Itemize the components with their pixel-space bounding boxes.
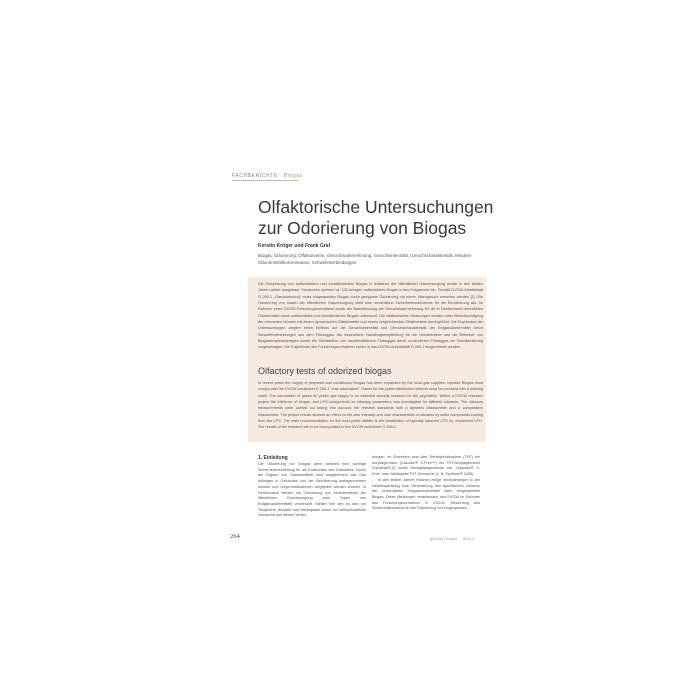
- running-head: [232, 173, 303, 179]
- body-column-left: [258, 455, 366, 519]
- article-title-line-2: zur Odorierung von Biogas: [258, 217, 467, 238]
- footer-issue: 5/2014: [462, 537, 474, 541]
- article-title-line-1: Olfaktorische Untersuchungen: [258, 197, 494, 217]
- article-authors: Kerstin Kröger und Frank Graf: [258, 243, 331, 249]
- abstract-german: Die Einspeisung von aufbereitetem und konditioniertem Biogas in leitebene der öffentlichen Gasversorgung wurde in den letzten Jahren weiter ausgebaut. Inzwischen speisen ca. 100 Anlagen aufbereitetes Biogas in das Erdgasnetz ein. Gemäß DVGW-Arbeitsblatt G 280-1 „Gasodorierung“ muss eingespeistes Biogas durch geeignete Odorierung mit einem Warngeruch versehen werden [1]. Die Odorierung von Gasen der öffentlichen Gasversorgung stellt eine wesentliche Sicherheitsmaßnahme für die Bevölkerung dar. Im Rahmen eines DVGW-Forschungsvorhabens wurde der Beeinflussung der Geruchswahrnehmung für die in Deutschland verbreiteten Odoriermittel durch aufbereitetes und konditioniertes Biogas untersucht. Die olfaktorischen Messungen wurden unter Berücksichtigung der relevanten Normen mit einem dynamischen Olfaktometer und einem vergleichenden Olfaktometer durchgeführt. Die Ergebnisse der Untersuchungen zeigten einen Einfluss auf die Geruchsintensität und Geruchscharakteristik der Erdgasodoriermittel durch Schwefelverbindungen aus dem Flüssiggas. Als wesentliche Handlungsempfehlung für die Netzbetreiber und die Betreiber von Biogaseinspeiseanlagen wurde die Substitution von handelsüblichem Flüssiggas durch unodoriertes Flüssiggas zur Konditionierung vorgeschlagen. Die Ergebnisse des Forschungsvorhabens sollen in das DVGW-Arbeitsblatt G 280-1 eingearbeitet werden.: [258, 282, 483, 350]
- body-paragraph: In den letzten Jahren machen einige Veränderungen in der Netzeinspeisung eine Veränderung des spezifischen Geruchs der verwendeten Erdgasodoriermittel beim eingespeisten Biogas. Diese Meldungen veranlassten den DVGW im Rahmen des Forschungsvorhabens G 1/02/11 „Bewertung des Sicherheitsniveaus bei der Odorierung von eingespeisten: [372, 477, 480, 511]
- running-head-rule: [232, 180, 298, 181]
- page-footer: [430, 537, 474, 541]
- section-heading-introduction: 1. Einleitung: [258, 455, 288, 461]
- abstract-english: In recent years the supply of prepared and conditioned biogas has been expanded by the local gas supplies. Injected Biogas must comply with the DVGW worksheet G 280-1 “Gas odorization”. Gases for the public distribution network must be provided with a warning smell. The odorization of gases for public gas supply is an essential security measure for the population. Within a DVGW research project the influence of biogas- and LPG-components on olfactory parameters was investigated for different odorants. The olfactory measurements were carried out taking into account the relevant standards with a dynamic olfactometer and a comparative olfactometer. The project results showed an effect on the odor intensity and odor characteristic of odorants by sulfur compounds coming from the LPG. The main recommendation for the local public utilities is the substitution of typically odorized LPG by unodorized LPG. The results of the research are to be incorporated in the DVGW worksheet G 280-1.: [258, 381, 483, 430]
- abstract-english-heading: Olfactory tests of odorized biogas: [258, 366, 392, 376]
- page-number: 264: [230, 533, 240, 540]
- running-head-section: FACHBERICHTE: [232, 173, 278, 179]
- footer-journal: gwf-Gas | Erdgas: [430, 537, 457, 541]
- article-title: [258, 197, 518, 238]
- article-keywords: Biogas, Odorierung, Olfaktometrie, Geruchswahrnehmung, Geruchsintensität, Geruchscharakteristik, Mindest-Odoriermittelkonzentration, Schwefelverbindungen: [258, 253, 473, 265]
- body-paragraph: dungen, im Einzelnen sind dies Tetrahydrothiophen (THT) ein Acrylatgemisch (Gasodor® S-Free™) ein THT/Acrylatgemisch (Spotleak®-Z) sowie Merkaptangemische wie „Gasodor® S-Free“ oder Merkaptan/THT-Gemische (z. B. Spotleak® 1005).: [372, 455, 480, 477]
- running-head-topic: Biogas: [283, 173, 303, 179]
- body-paragraph: Die Odorierung von Erdgas dient weltweit eine wichtige Sicherheitseinrichtung für die Endkunden des Gasnetzes. Durch die Zugabe von Odoriermitteln wird ausgleichend das Gas leitungen in Gebäuden von der Bevölkerung wahrgenommen werden und Gegenmaßnahmen eingeleitet werden können. In Deutschland werden zur Odorierung von Verteilernetzen der öffentlichen Gasversorgung zwei Typen von Erdgasodoriermitteln verwendet. Stellen hier den es sich um Thiophene, Acrylate und Merkaptane sowie um unterschiedliche Gemische aus diesen Verbin-: [258, 462, 366, 518]
- body-column-right: [372, 455, 480, 512]
